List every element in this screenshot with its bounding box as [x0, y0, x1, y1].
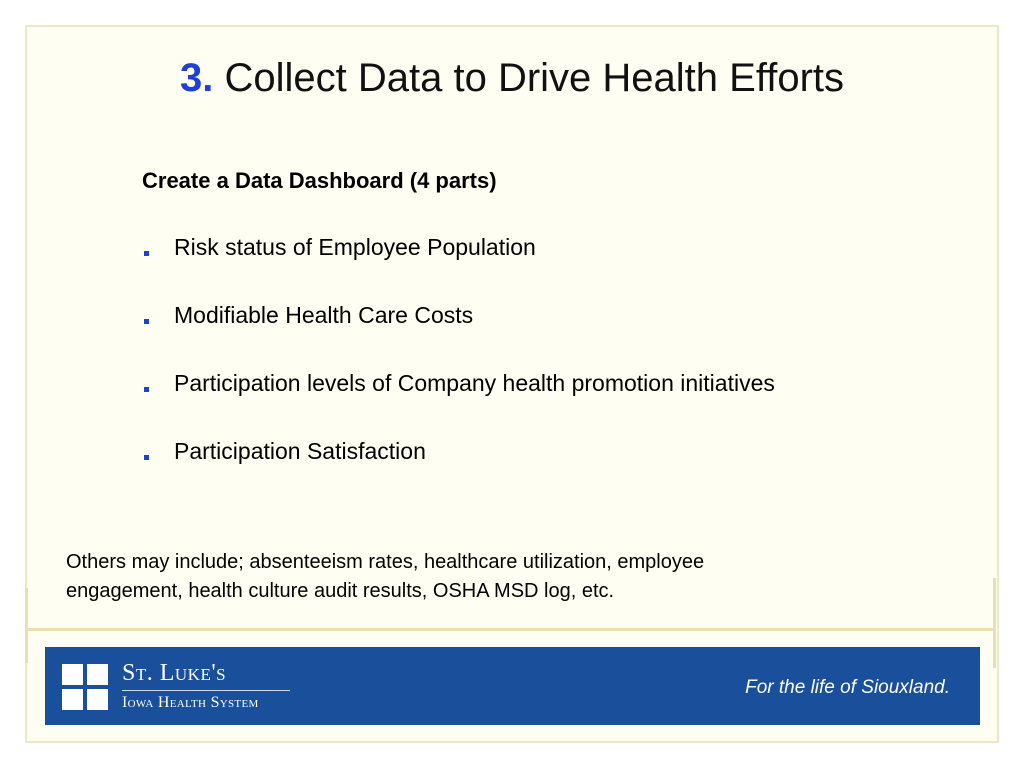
bullet-list	[142, 234, 775, 506]
title-text: Collect Data to Drive Health Efforts	[224, 56, 844, 100]
bullet-text: Modifiable Health Care Costs	[174, 302, 474, 328]
bullet-text: Participation Satisfaction	[174, 438, 426, 464]
ornament-bar-right	[993, 578, 996, 668]
others-paragraph	[66, 548, 946, 606]
ornament-line-left	[25, 628, 995, 631]
slide-title	[0, 56, 1024, 101]
cross-logo-icon	[62, 664, 108, 710]
bullet-icon	[144, 319, 149, 324]
brand-divider	[122, 690, 290, 691]
bullet-text: Participation levels of Company health promotion initiatives	[174, 370, 775, 396]
bullet-icon	[144, 387, 149, 392]
bullet-text: Risk status of Employee Population	[174, 234, 536, 260]
ornament-bar-left	[25, 588, 28, 663]
list-item	[142, 234, 775, 302]
others-line-2: engagement, health culture audit results, OSHA MSD log, etc.	[66, 580, 615, 602]
title-number: 3.	[180, 56, 214, 100]
footer-tagline: For the life of Siouxland.	[745, 677, 950, 698]
subheading: Create a Data Dashboard (4 parts)	[142, 168, 497, 193]
brand-subtitle: Iowa Health System	[122, 694, 259, 711]
list-item	[142, 302, 775, 370]
bullet-icon	[144, 251, 149, 256]
bullet-icon	[144, 455, 149, 460]
list-item	[142, 438, 775, 506]
list-item	[142, 370, 775, 438]
brand-name: St. Luke's	[122, 660, 227, 686]
others-line-1: Others may include; absenteeism rates, healthcare utilization, employee	[66, 551, 705, 573]
